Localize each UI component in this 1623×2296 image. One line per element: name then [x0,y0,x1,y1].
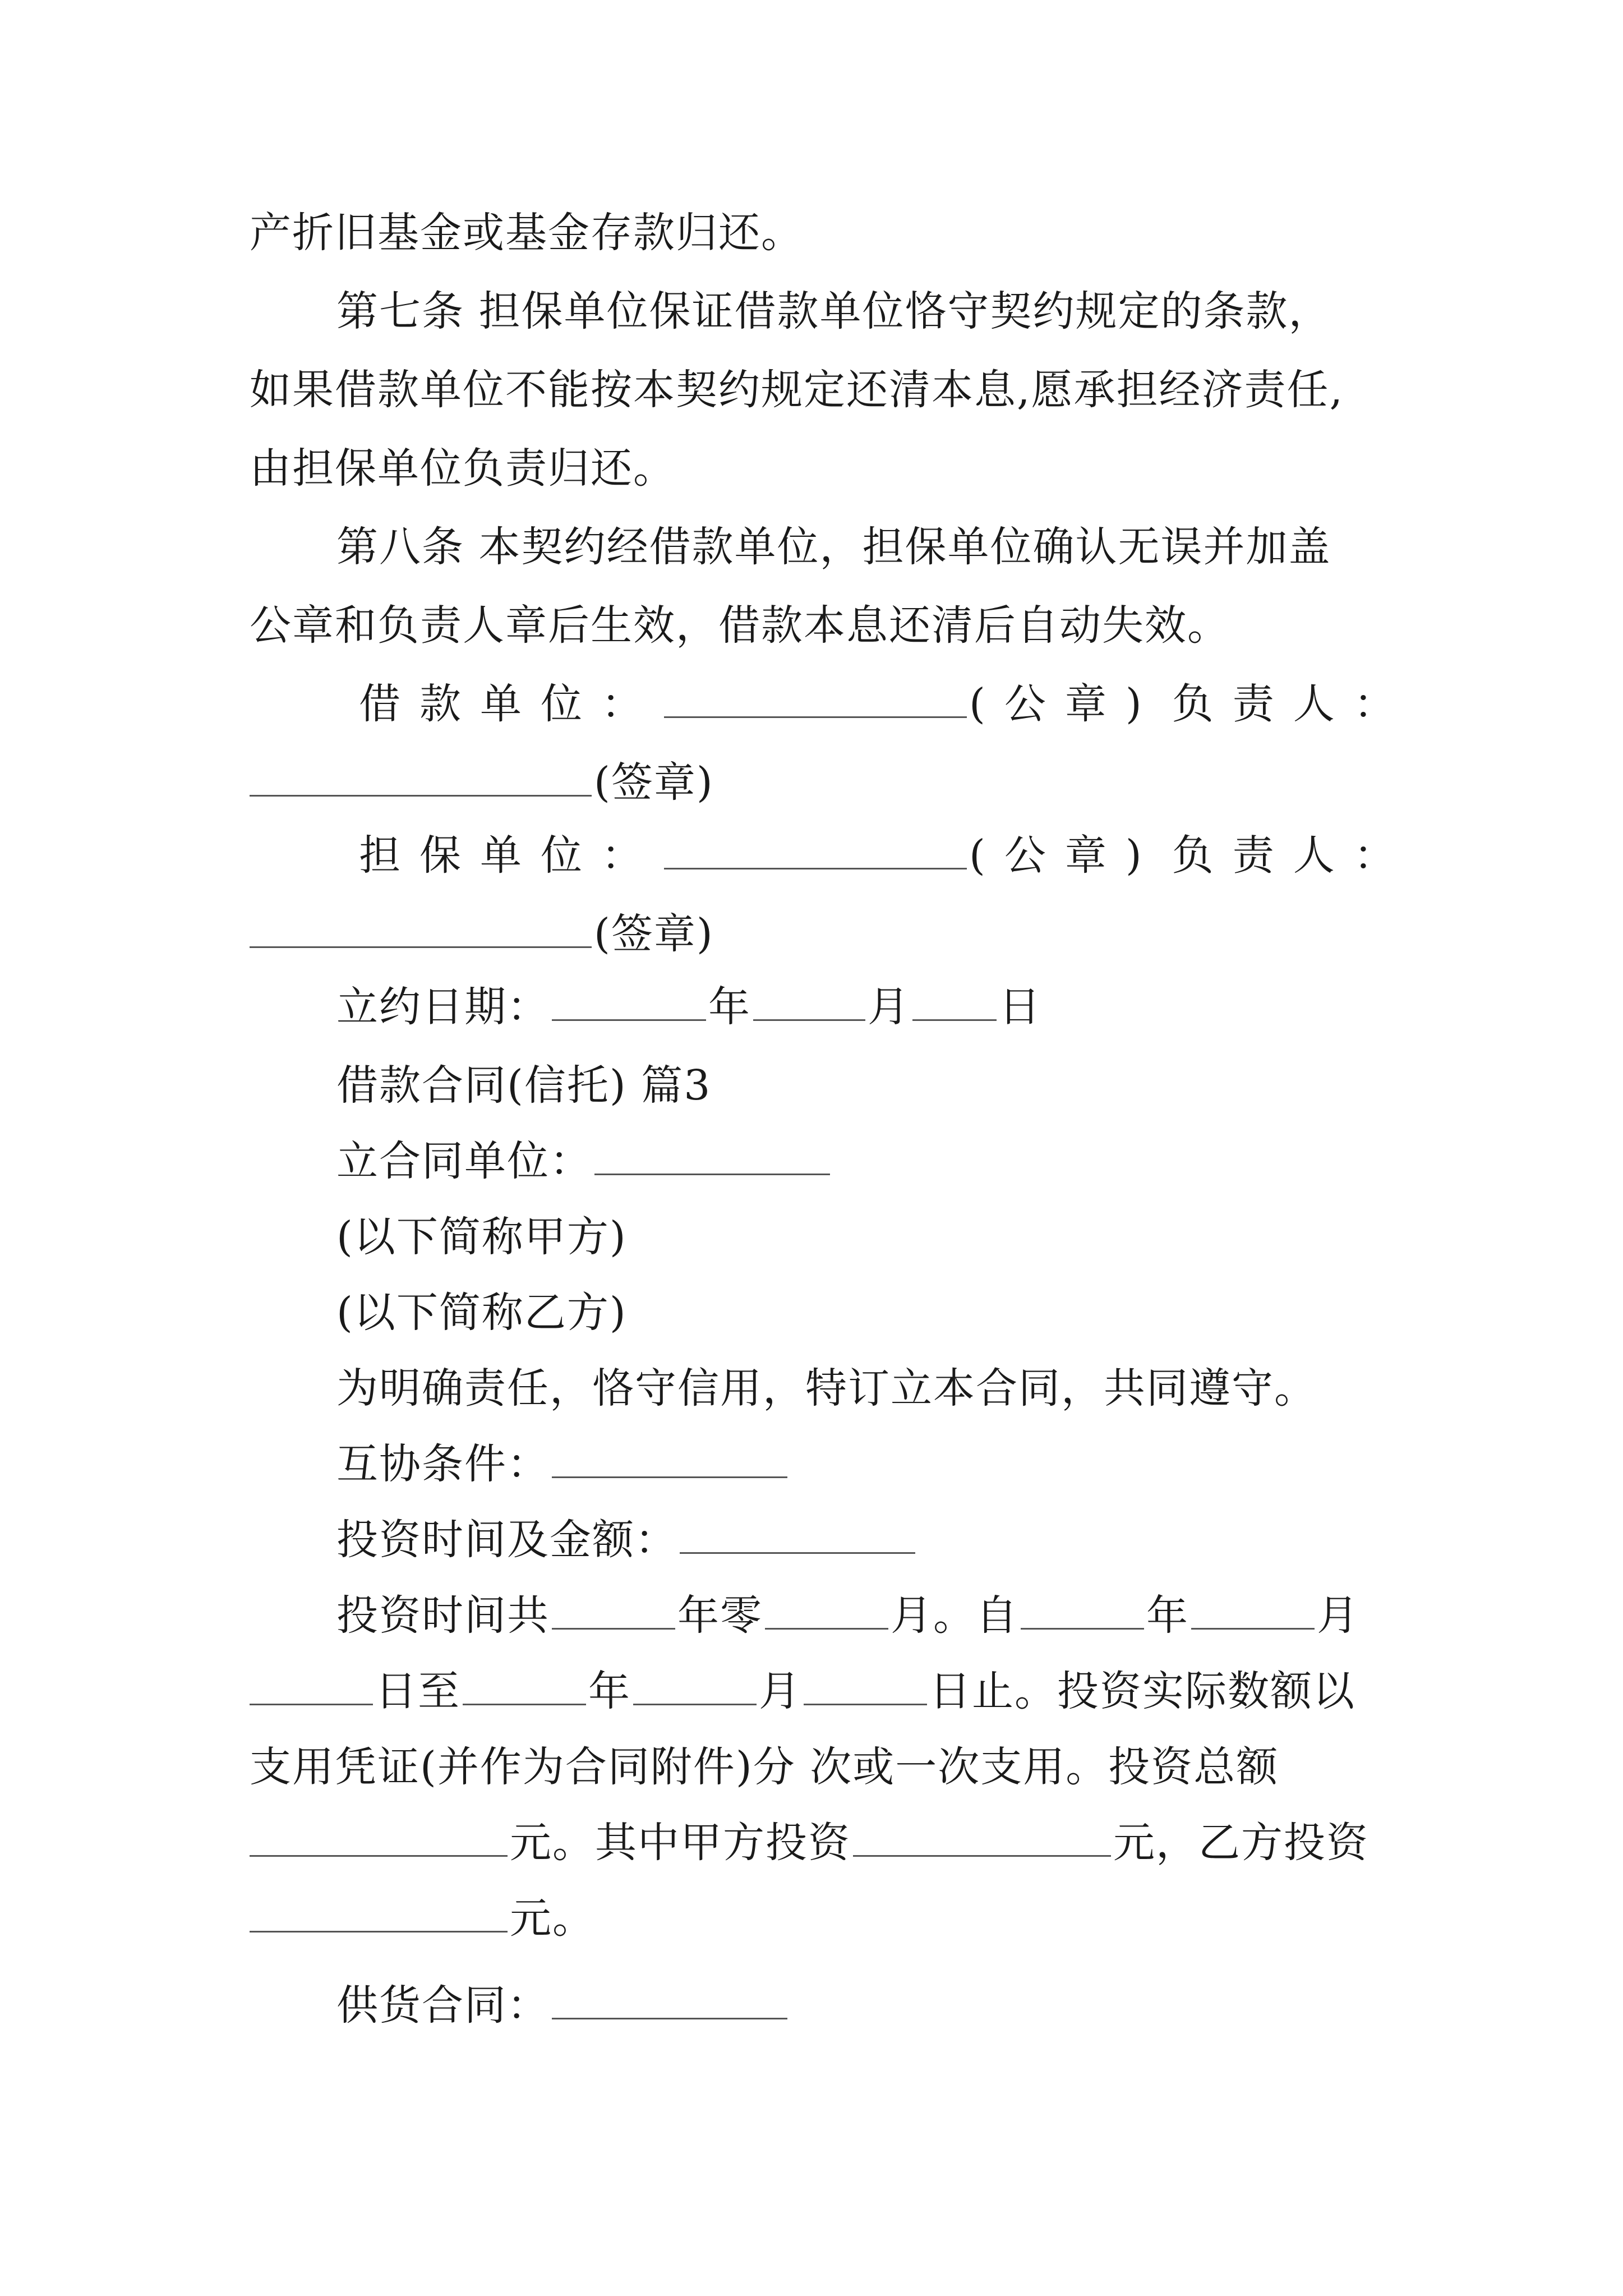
blank-field [250,1670,373,1705]
blank-field [552,1984,787,2019]
text-span: 投资时间共 [336,1591,550,1640]
blank-field [594,1140,830,1175]
text-span: 年零 [677,1591,763,1640]
signature-row [250,752,714,813]
party-label: 立合同单位： [336,1137,592,1185]
text-line: 支用凭证(并作为合同附件)分 次或一次支用。投资总额 [250,1743,1279,1791]
borrower-signature-row [359,673,1414,735]
blank-field [250,913,592,948]
sign-seal-label: (签章) [594,758,714,807]
month-label: 月 [868,983,910,1031]
investment-amount-row [250,1888,595,1949]
blank-field [552,1594,675,1630]
investment-time-row [336,1585,1359,1646]
date-row [336,976,1041,1038]
year-label: 年 [708,983,751,1031]
blank-field [753,986,865,1021]
text-span: 月 [759,1667,801,1715]
article-7-line: 第七条 担保单位保证借款单位恪守契约规定的条款， [336,287,1331,335]
party-a-line: (以下简称甲方) [336,1213,627,1261]
investment-amount-row [250,1812,1369,1874]
conditions-row [336,1433,790,1495]
purpose-line: 为明确责任，恪守信用，特订立本合同，共同遵守。 [336,1364,1317,1412]
text-span: 月。自 [891,1591,1018,1640]
blank-field [680,1519,915,1554]
text-span: 年 [588,1667,631,1715]
blank-field [552,986,706,1021]
party-row [336,1130,832,1192]
party-b-line: (以下简称乙方) [336,1289,627,1337]
investment-period-row [250,1660,1355,1722]
text-span: 元。 [510,1894,595,1943]
blank-field [250,1821,508,1857]
text-span: 月 [1317,1591,1359,1640]
text-span: 年 [1146,1591,1189,1640]
blank-field [664,683,967,718]
text-span: 日止。投资实际数额以 [929,1667,1355,1715]
blank-field [463,1670,586,1705]
day-label: 日 [999,983,1041,1031]
blank-field [250,1897,508,1932]
blank-field [250,761,592,797]
article-8-line: 第八条 本契约经借款单位，担保单位确认无误并加盖 [336,523,1331,571]
investment-label: 投资时间及金额： [336,1516,677,1564]
signature-row [250,903,714,965]
blank-field [1191,1594,1315,1630]
text-line: 如果借款单位不能按本契约规定还清本息,愿承担经济责任, [250,366,1344,414]
blank-field [912,986,997,1021]
blank-field [552,1443,787,1478]
sign-seal-label: (签章) [594,910,714,958]
investment-row [336,1509,917,1571]
blank-field [664,834,967,869]
blank-field [804,1670,927,1705]
text-span: 元，乙方投资 [1113,1819,1369,1867]
supply-label: 供货合同： [336,1981,550,2030]
guarantor-signature-row [359,825,1414,886]
text-span: 日至 [375,1667,460,1715]
text-line: 产折旧基金或基金存款归还。 [250,209,804,257]
text-line: 由担保单位负责归还。 [250,444,676,493]
blank-field [1021,1594,1144,1630]
blank-field [633,1670,757,1705]
guarantor-label: 担保单位： [359,831,662,880]
date-label: 立约日期： [336,983,550,1031]
text-line: 公章和负责人章后生效，借款本息还清后自动失效。 [250,601,1230,650]
person-label: 负责人： [1172,831,1414,880]
text-span: 元。其中甲方投资 [510,1819,851,1867]
blank-field [853,1821,1111,1857]
public-seal-label: (公章) [969,831,1161,880]
supply-contract-row [336,1975,790,2036]
blank-field [765,1594,888,1630]
person-label: 负责人： [1172,680,1414,728]
borrower-label: 借款单位： [359,680,662,728]
public-seal-label: (公章) [969,680,1161,728]
section-title: 借款合同(信托) 篇3 [336,1061,712,1110]
conditions-label: 互协条件： [336,1440,550,1488]
